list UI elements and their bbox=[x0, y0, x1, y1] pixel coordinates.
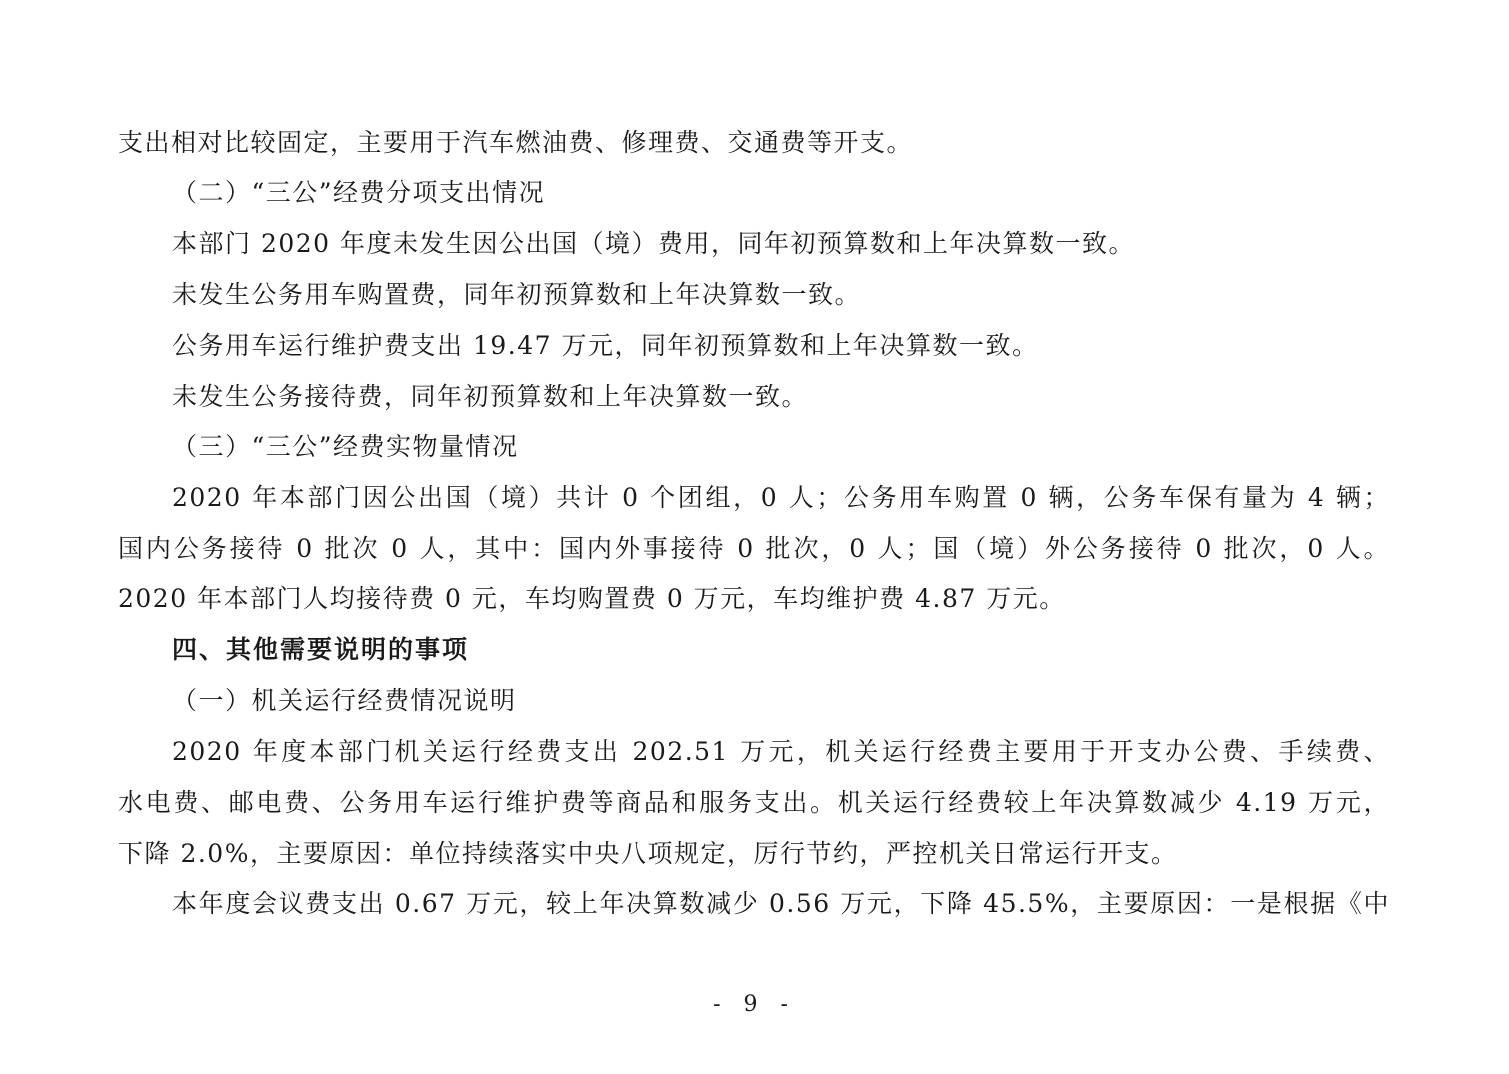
paragraph-line: 2020 年本部门人均接待费 0 元，车均购置费 0 万元，车均维护费 4.87 万元。 bbox=[118, 584, 1066, 613]
paragraph-line: 本部门 2020 年度未发生因公出国（境）费用，同年初预算数和上年决算数一致。 bbox=[172, 229, 1136, 258]
chapter-heading: 四、其他需要说明的事项 bbox=[172, 635, 470, 664]
paragraph-line: 本年度会议费支出 0.67 万元，较上年决算数减少 0.56 万元，下降 45.5%，主要原因：一是根据《中 bbox=[172, 889, 1390, 918]
paragraph-line: 2020 年度本部门机关运行经费支出 202.51 万元，机关运行经费主要用于开支办公费、手续费、 bbox=[172, 737, 1390, 766]
section-heading: （一）机关运行经费情况说明 bbox=[172, 686, 517, 715]
paragraph-line: 未发生公务接待费，同年初预算数和上年决算数一致。 bbox=[172, 382, 809, 411]
paragraph-line: 未发生公务用车购置费，同年初预算数和上年决算数一致。 bbox=[172, 280, 862, 309]
paragraph-line: 水电费、邮电费、公务用车运行维护费等商品和服务支出。机关运行经费较上年决算数减少 4.19 万元， bbox=[118, 788, 1390, 817]
section-heading: （二）“三公”经费分项支出情况 bbox=[172, 178, 546, 207]
paragraph-line: 下降 2.0%，主要原因：单位持续落实中央八项规定，厉行节约，严控机关日常运行开支。 bbox=[118, 839, 1178, 868]
paragraph-line: 2020 年本部门因公出国（境）共计 0 个团组，0 人；公务用车购置 0 辆，公务车保有量为 4 辆； bbox=[172, 483, 1390, 512]
section-heading: （三）“三公”经费实物量情况 bbox=[172, 432, 519, 461]
paragraph-line: 国内公务接待 0 批次 0 人，其中：国内外事接待 0 批次，0 人；国（境）外公务接待 0 批次，0 人。 bbox=[118, 534, 1390, 563]
page-number: - 9 - bbox=[713, 992, 796, 1017]
paragraph-line: 支出相对比较固定，主要用于汽车燃油费、修理费、交通费等开支。 bbox=[118, 128, 914, 157]
paragraph-line: 公务用车运行维护费支出 19.47 万元，同年初预算数和上年决算数一致。 bbox=[172, 331, 1039, 360]
